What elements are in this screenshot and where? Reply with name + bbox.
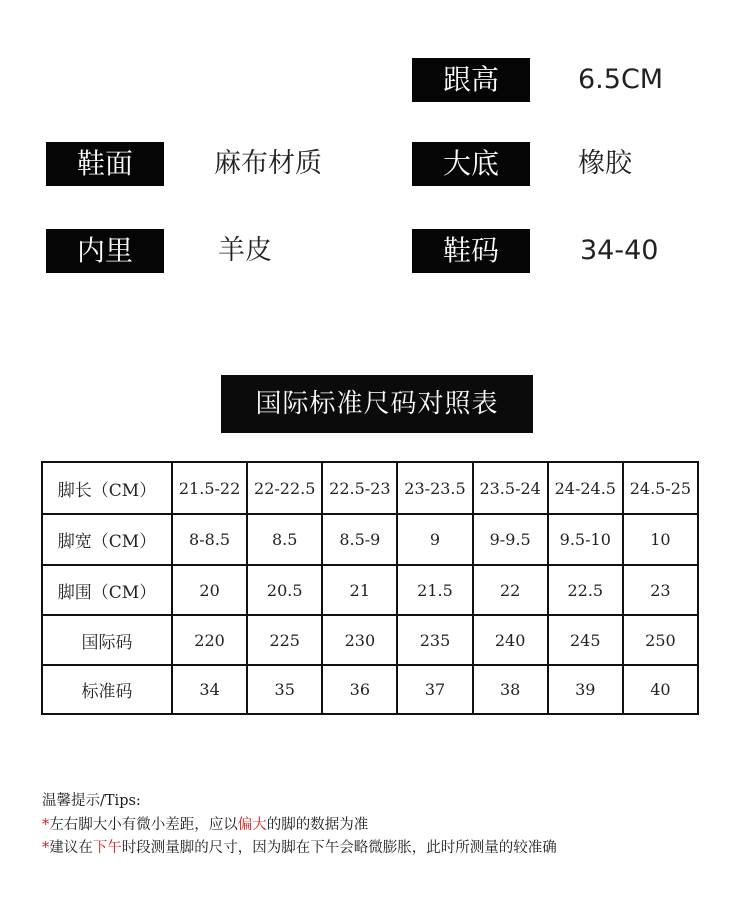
table-cell: 20.5 bbox=[247, 565, 322, 615]
table-cell: 220 bbox=[172, 615, 247, 665]
table-cell: 9-9.5 bbox=[473, 514, 548, 565]
table-cell: 37 bbox=[397, 665, 472, 714]
lining-label: 内里 bbox=[46, 229, 164, 273]
shoe-size-value: 34-40 bbox=[580, 235, 659, 266]
heel-height-label: 跟高 bbox=[412, 58, 530, 102]
row-header: 脚围（CM） bbox=[42, 565, 172, 615]
table-cell: 34 bbox=[172, 665, 247, 714]
table-cell: 21 bbox=[322, 565, 397, 615]
tip-2-text-a: 建议在 bbox=[49, 840, 93, 856]
table-row bbox=[42, 565, 698, 615]
table-cell: 245 bbox=[548, 615, 623, 665]
table-cell: 36 bbox=[322, 665, 397, 714]
table-cell: 8.5-9 bbox=[322, 514, 397, 565]
tip-star: * bbox=[42, 817, 50, 833]
table-cell: 8.5 bbox=[247, 514, 322, 565]
table-cell: 225 bbox=[247, 615, 322, 665]
table-cell: 24.5-25 bbox=[623, 462, 698, 514]
table-row bbox=[42, 462, 698, 514]
table-cell: 22.5 bbox=[548, 565, 623, 615]
tip-star: * bbox=[42, 840, 50, 856]
tip-1-highlight: 偏大 bbox=[237, 817, 267, 833]
table-cell: 230 bbox=[322, 615, 397, 665]
tip-1-text-b: 的脚的数据为准 bbox=[266, 817, 369, 833]
table-cell: 21.5 bbox=[397, 565, 472, 615]
table-cell: 23 bbox=[623, 565, 698, 615]
table-cell: 38 bbox=[473, 665, 548, 714]
table-cell: 21.5-22 bbox=[172, 462, 247, 514]
table-cell: 8-8.5 bbox=[172, 514, 247, 565]
tip-2-highlight: 下午 bbox=[92, 840, 122, 856]
table-cell: 24-24.5 bbox=[548, 462, 623, 514]
table-cell: 22-22.5 bbox=[247, 462, 322, 514]
upper-material-label: 鞋面 bbox=[46, 142, 164, 186]
table-cell: 240 bbox=[473, 615, 548, 665]
size-chart-title: 国际标准尺码对照表 bbox=[221, 375, 533, 433]
table-cell: 35 bbox=[247, 665, 322, 714]
shoe-size-label: 鞋码 bbox=[412, 229, 530, 273]
table-cell: 23-23.5 bbox=[397, 462, 472, 514]
sole-value: 橡胶 bbox=[578, 148, 632, 179]
table-cell: 20 bbox=[172, 565, 247, 615]
table-cell: 10 bbox=[623, 514, 698, 565]
table-cell: 250 bbox=[623, 615, 698, 665]
table-cell: 39 bbox=[548, 665, 623, 714]
tip-2-text-b: 时段测量脚的尺寸，因为脚在下午会略微膨胀，此时所测量的较准确 bbox=[121, 840, 557, 856]
tip-1-text-a: 左右脚大小有微小差距，应以 bbox=[49, 817, 238, 833]
tip-line-1 bbox=[42, 814, 368, 836]
heel-height-value: 6.5CM bbox=[578, 64, 664, 95]
table-cell: 9 bbox=[397, 514, 472, 565]
tips-heading: 温馨提示/Tips: bbox=[42, 793, 141, 809]
row-header: 国际码 bbox=[42, 615, 172, 665]
table-cell: 22.5-23 bbox=[322, 462, 397, 514]
size-chart-table bbox=[41, 461, 699, 715]
table-row bbox=[42, 514, 698, 565]
row-header: 标准码 bbox=[42, 665, 172, 714]
tip-line-2 bbox=[42, 837, 557, 859]
table-cell: 9.5-10 bbox=[548, 514, 623, 565]
table-row bbox=[42, 665, 698, 714]
row-header: 脚长（CM） bbox=[42, 462, 172, 514]
table-row bbox=[42, 615, 698, 665]
lining-value: 羊皮 bbox=[218, 235, 272, 266]
row-header: 脚宽（CM） bbox=[42, 514, 172, 565]
upper-material-value: 麻布材质 bbox=[214, 148, 322, 179]
table-cell: 22 bbox=[473, 565, 548, 615]
table-cell: 40 bbox=[623, 665, 698, 714]
table-cell: 235 bbox=[397, 615, 472, 665]
sole-label: 大底 bbox=[412, 142, 530, 186]
table-cell: 23.5-24 bbox=[473, 462, 548, 514]
